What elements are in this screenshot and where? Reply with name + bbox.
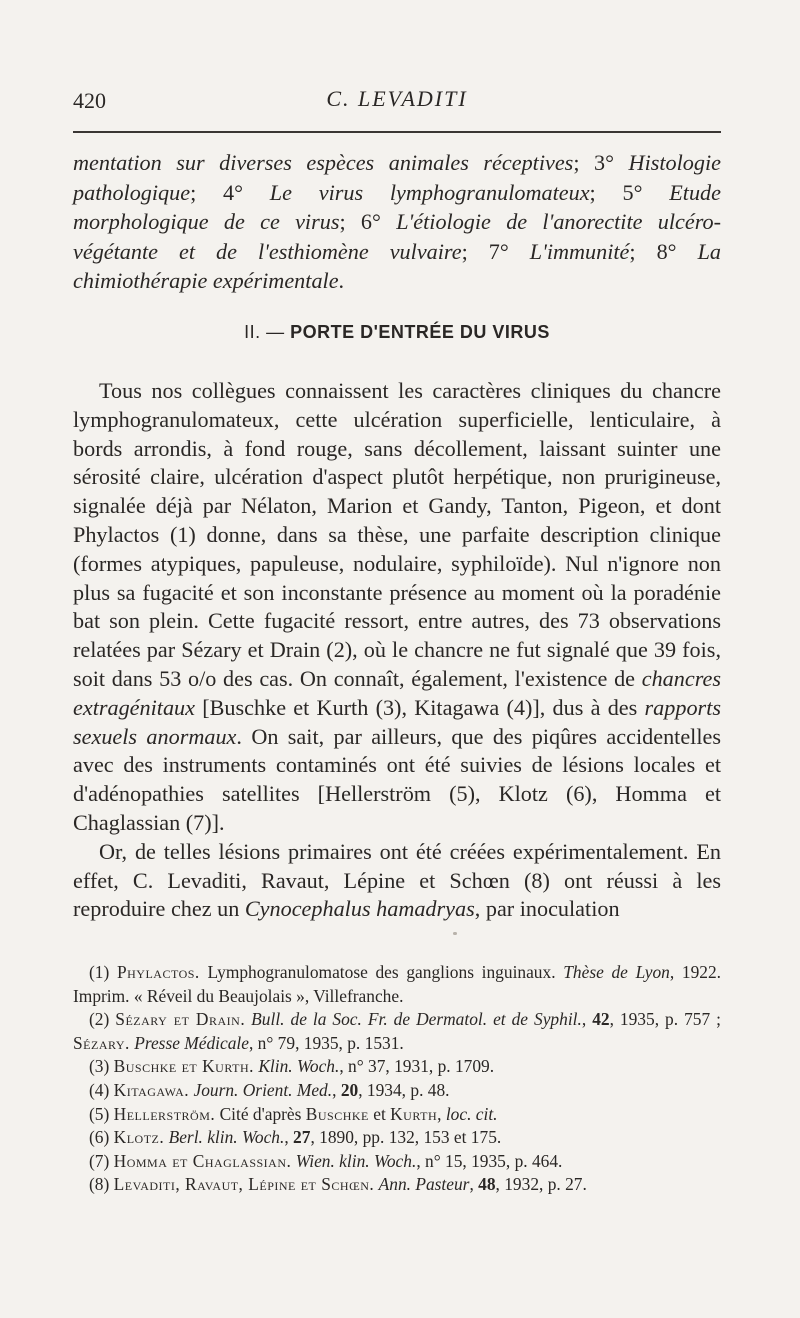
footnote-text: Sézary. bbox=[73, 1032, 130, 1053]
body-paragraph-1 bbox=[73, 377, 721, 838]
footnote-text: Ann. Pasteur bbox=[378, 1174, 470, 1195]
footnote-text: , bbox=[581, 1009, 593, 1030]
footnote-text: Klin. Woch. bbox=[258, 1056, 340, 1077]
body-text-run: [Buschke et Kurth (3), Kitagawa (4)], dus à des bbox=[195, 694, 645, 720]
footnote-author: Hellerström. bbox=[113, 1103, 216, 1124]
intro-italic-4: Etude morphologique de ce virus bbox=[73, 179, 721, 235]
body-italic: Cynocephalus hamadryas bbox=[244, 896, 475, 922]
footnote-number: (5) bbox=[89, 1103, 114, 1124]
footnote-text: Buschke bbox=[305, 1103, 369, 1124]
footnote-text: Journ. Orient. Med. bbox=[193, 1079, 333, 1100]
body-italic: chancres extragénitaux bbox=[73, 665, 721, 720]
footnote-text: , bbox=[332, 1079, 341, 1100]
page-header bbox=[73, 82, 721, 122]
footnote-text: , bbox=[469, 1174, 479, 1195]
footnote-text: Bull. de la Soc. Fr. de Dermatol. et de Syphil. bbox=[251, 1009, 582, 1030]
body-text bbox=[73, 377, 721, 924]
footnote bbox=[73, 1126, 721, 1150]
footnote-text: Wien. klin. Woch. bbox=[295, 1150, 417, 1171]
intro-sep-1: ; 3° bbox=[573, 150, 629, 175]
body-paragraph-2 bbox=[73, 838, 721, 924]
section-heading bbox=[73, 322, 721, 343]
footnotes bbox=[73, 961, 721, 1197]
intro-italic-5: L'étiologie de l'anorectite ulcéro-végétante et de l'esthiomène vulvaire bbox=[73, 209, 721, 264]
intro-italic-7: La chimiothérapie expérimentale bbox=[73, 238, 721, 294]
intro-sep-5: ; 7° bbox=[461, 238, 530, 264]
footnote-author: Klotz. bbox=[113, 1127, 165, 1148]
footnote-number: (1) bbox=[89, 962, 117, 982]
footnote-text: , bbox=[284, 1127, 294, 1148]
footnote-text: 48 bbox=[478, 1174, 496, 1195]
footnote-text: 20 bbox=[340, 1079, 359, 1100]
footnote-text: , n° 15, 1935, p. 464. bbox=[416, 1150, 563, 1171]
footnote-text: loc. cit. bbox=[445, 1103, 498, 1124]
footnote-author: Kitagawa. bbox=[113, 1079, 190, 1100]
footnote-text: Kurth bbox=[390, 1103, 438, 1124]
footnote-number: (8) bbox=[89, 1174, 114, 1195]
footnote-number: (4) bbox=[89, 1079, 114, 1100]
footnote bbox=[73, 1079, 721, 1103]
intro-sep-2: ; 4° bbox=[190, 179, 270, 205]
footnote-text: Cité d'après bbox=[215, 1103, 306, 1124]
footnote-text: et bbox=[368, 1103, 391, 1124]
footnote-text: 27 bbox=[293, 1127, 311, 1148]
page-number: 420 bbox=[73, 88, 106, 113]
footnote-text: Presse Médicale bbox=[134, 1032, 249, 1053]
footnote-author: Homma et Chaglassian. bbox=[113, 1150, 292, 1171]
intro-italic-2: Histologie pathologique bbox=[73, 150, 721, 205]
footnote-text: Berl. klin. Woch. bbox=[168, 1127, 285, 1148]
footnote-text: 42 bbox=[592, 1009, 610, 1030]
footnote-number: (3) bbox=[89, 1056, 114, 1077]
footnote-author: Levaditi, Ravaut, Lépine et Schœn. bbox=[113, 1174, 375, 1195]
section-number: II. — bbox=[244, 322, 285, 342]
intro-sep-3: ; 5° bbox=[589, 179, 670, 205]
running-head: C. LEVADITI bbox=[326, 86, 468, 111]
body-text-run: Or, de telles lésions primaires ont été créées expérimentalement. En effet, C. Levaditi, Ravaut, Lépine et Schœn (8) ont réussi à les reproduire chez un bbox=[73, 838, 721, 922]
footnote-author: Phylactos. bbox=[116, 962, 200, 982]
footnote-text: , n° 37, 1931, p. 1709. bbox=[339, 1056, 495, 1077]
footnote-author: Buschke et Kurth. bbox=[113, 1056, 254, 1077]
footnote-text: , 1922. Imprim. « Réveil du Beaujolais », Villefranche. bbox=[73, 962, 721, 1006]
footnote-separator-mark bbox=[453, 932, 457, 935]
footnote-text: , 1934, p. 48. bbox=[358, 1079, 450, 1100]
intro-italic-3: Le virus lymphogranulomateux bbox=[269, 179, 590, 205]
intro-sep-4: ; 6° bbox=[339, 209, 397, 235]
footnote-text: , 1890, pp. 132, 153 et 175. bbox=[310, 1127, 502, 1148]
footnote-text: , n° 79, 1935, p. 1531. bbox=[248, 1032, 404, 1053]
footnote-text: Lymphogranulomatose des ganglions inguinaux. bbox=[199, 962, 564, 982]
intro-sep-6: ; 8° bbox=[629, 238, 698, 264]
intro-sep-7: . bbox=[338, 268, 345, 294]
intro-italic-1: mentation sur diverses espèces animales réceptives bbox=[73, 150, 574, 175]
footnote bbox=[73, 1055, 721, 1079]
intro-italic-6: L'immunité bbox=[529, 238, 630, 264]
header-rule bbox=[73, 131, 721, 133]
footnote bbox=[73, 1008, 721, 1055]
footnote-text: , bbox=[437, 1103, 446, 1124]
footnote bbox=[73, 1150, 721, 1174]
body-text-run: Tous nos collègues connaissent les caractères cliniques du chancre lymphogranulomateux, cette ulcération superficielle, lenticulaire, à bords arrondis, à fond rouge, sans décollement, laissant suinter une sérosité claire, ulcération d'aspect plutôt herpétique, non prurigineuse, signalée déjà par Nélaton, Marion et Gandy, Tanton, Pigeon, et dont Phylactos (1) donne, dans sa thèse, une parfaite description clinique (formes atypiques, papuleuse, nodulaire, syphiloïde). Nul n'ignore non plus sa fugacité et son inconstante présence au moment où la poradénie bat son plein. Cette fugacité ressort, entre autres, des 73 observations relatées par Sézary et Drain (2), où le chancre ne fut signalé que 39 fois, soit dans 53 o/o des cas. On connaît, également, l'existence de bbox=[73, 378, 721, 691]
footnote-text: Thèse de Lyon bbox=[563, 962, 670, 982]
footnote bbox=[73, 961, 721, 1008]
footnote bbox=[73, 1103, 721, 1127]
footnote-author: Sézary et Drain. bbox=[115, 1009, 246, 1030]
footnote-number: (2) bbox=[89, 1009, 116, 1030]
footnote-text: , 1932, p. 27. bbox=[495, 1174, 587, 1195]
body-text-run: . On sait, par ailleurs, que des piqûres accidentelles avec des instruments contaminés ont été suivies de lésions locales et d'adénopathies satellites [Hellerström (5), Klotz (6), Homma et Chaglassian (7)]. bbox=[73, 723, 721, 835]
footnote-number: (7) bbox=[89, 1150, 114, 1171]
intro-paragraph bbox=[73, 148, 721, 296]
footnote-text: , 1935, p. 757 ; bbox=[609, 1009, 721, 1030]
section-title: PORTE D'ENTRÉE DU VIRUS bbox=[290, 322, 550, 342]
footnote-number: (6) bbox=[89, 1127, 114, 1148]
footnote bbox=[73, 1173, 721, 1197]
body-italic: rapports sexuels anormaux bbox=[73, 694, 721, 749]
body-text-run: , par inoculation bbox=[474, 896, 620, 922]
